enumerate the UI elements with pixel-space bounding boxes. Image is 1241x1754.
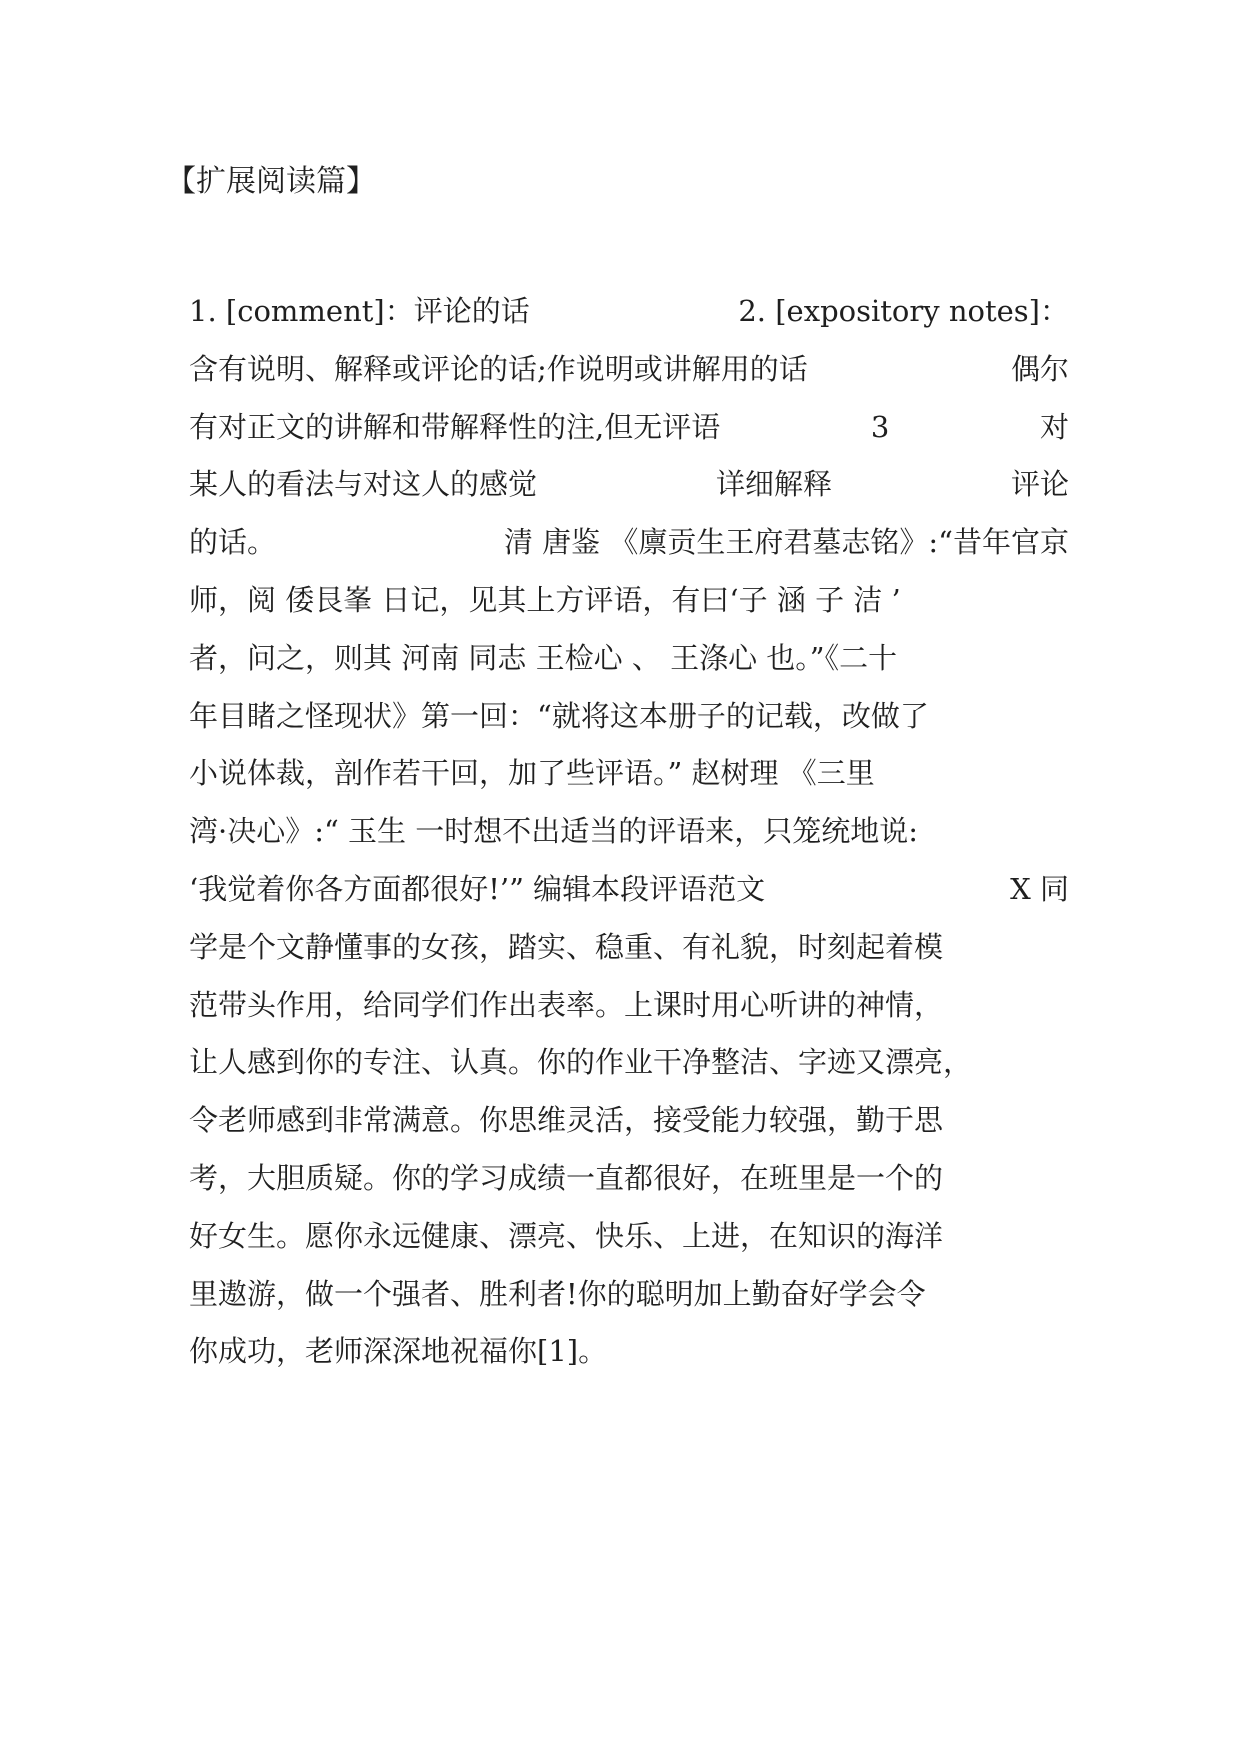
text-line (189, 630, 1069, 688)
text-segment: 你成功，老师深深地祝福你[1]。 (189, 1334, 608, 1369)
text-line (189, 977, 1069, 1035)
text-segment: 湾·决心》:“ 玉生 一时想不出适当的评语来，只笼统地说: (189, 814, 919, 849)
text-segment: 考，大胆质疑。你的学习成绩一直都很好，在班里是一个的 (189, 1160, 944, 1195)
text-segment: 某人的看法与对这人的感觉 (189, 467, 538, 502)
text-segment: 年目睹之怪现状》第一回：“就将这本册子的记载，改做了 (189, 698, 929, 733)
text-segment: 师，阅 倭艮峯 日记，见其上方评语，有曰‘子 涵 子 洁 ’ (189, 582, 901, 617)
text-segment: 者，问之，则其 河南 同志 王检心 、 王涤心 也。”《二十 (189, 640, 898, 675)
text-segment: 里遨游，做一个强者、胜利者!你的聪明加上勤奋好学会令 (189, 1276, 926, 1311)
section-heading: 【扩展阅读篇】 (166, 164, 376, 199)
text-segment: ‘我觉着你各方面都很好!’” 编辑本段评语范文 (189, 871, 766, 906)
text-segment: 偶尔 (1010, 351, 1069, 386)
text-line (189, 861, 1069, 919)
document-body (189, 283, 1069, 1381)
text-segment: 3 (870, 409, 890, 444)
text-segment: 令老师感到非常满意。你思维灵活，接受能力较强，勤于思 (189, 1103, 944, 1138)
text-segment: 评论 (1010, 467, 1069, 502)
text-segment: 范带头作用，给同学们作出表率。上课时用心听讲的神情， (189, 987, 944, 1022)
text-segment: 1. [comment]：评论的话 (189, 294, 530, 328)
text-segment: 让人感到你的专注、认真。你的作业干净整洁、字迹又漂亮， (189, 1045, 973, 1080)
text-segment: 详细解释 (715, 467, 832, 502)
text-segment: 学是个文静懂事的女孩，踏实、稳重、有礼貌，时刻起着模 (189, 929, 944, 964)
text-line (189, 803, 1069, 861)
text-segment: 2. [expository notes]： (738, 294, 1069, 328)
text-line (189, 745, 1069, 803)
text-line (189, 1092, 1069, 1150)
text-segment: 的话。 (189, 525, 277, 560)
text-line (189, 514, 1069, 572)
text-segment: 好女生。愿你永远健康、漂亮、快乐、上进，在知识的海洋 (189, 1218, 944, 1253)
text-line (189, 919, 1069, 977)
text-segment: 含有说明、解释或评论的话;作说明或讲解用的话 (189, 351, 808, 386)
text-line (189, 456, 1069, 514)
text-segment: 小说体裁，剖作若干回，加了些评语。” 赵树理 《三里 (189, 756, 875, 791)
text-segment: 对 (1039, 409, 1069, 444)
text-line (189, 283, 1069, 341)
text-segment: 有对正文的讲解和带解释性的注,但无评语 (189, 409, 721, 444)
text-line (189, 399, 1069, 457)
text-line (189, 1266, 1069, 1324)
text-line (189, 572, 1069, 630)
text-line (189, 1034, 1069, 1092)
text-line (189, 341, 1069, 399)
text-segment: X 同 (1010, 871, 1069, 906)
text-line (189, 1208, 1069, 1266)
text-segment: 清 唐鉴 《廪贡生王府君墓志铭》:“昔年官京 (503, 525, 1069, 560)
text-line (189, 688, 1069, 746)
text-line (189, 1323, 1069, 1381)
text-line (189, 1150, 1069, 1208)
